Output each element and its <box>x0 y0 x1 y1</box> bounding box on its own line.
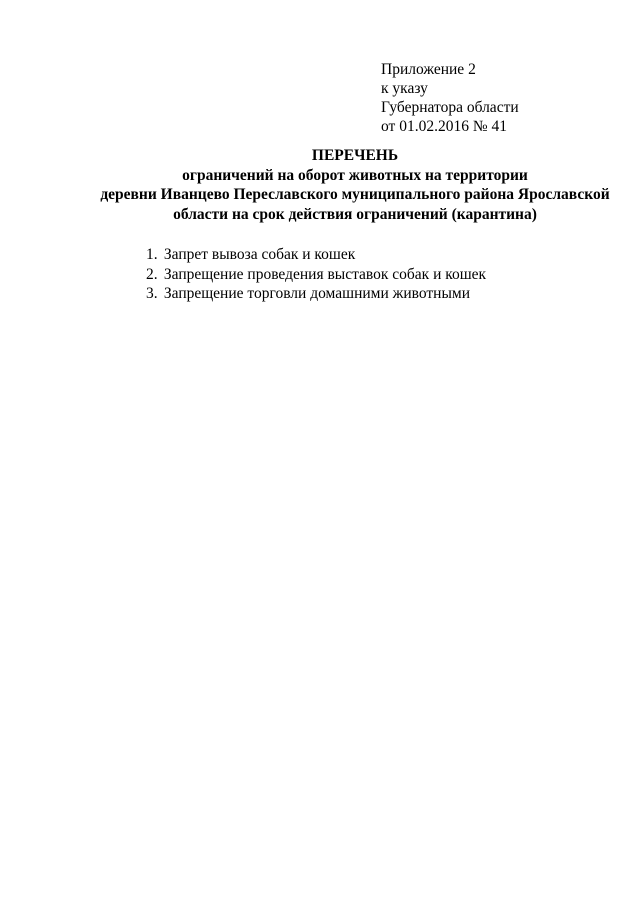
attachment-decree-ref: к указу <box>381 80 428 97</box>
restrictions-list <box>146 245 486 304</box>
list-item <box>146 284 486 304</box>
list-item-text: Запрещение проведения выставок собак и кошек <box>163 265 487 283</box>
attachment-issuer: Губернатора области <box>381 99 519 116</box>
list-item-number: 1. <box>146 246 158 263</box>
document-heading <box>100 146 610 224</box>
attachment-number: Приложение 2 <box>381 61 476 78</box>
attachment-date-number: от 01.02.2016 № 41 <box>381 118 507 135</box>
attachment-block <box>381 60 519 136</box>
document-title: ПЕРЕЧЕНЬ <box>311 147 399 164</box>
list-item-number: 2. <box>146 265 158 283</box>
document-subtitle-line-2: деревни Иванцево Переславского муниципального района Ярославской <box>100 186 610 203</box>
document-subtitle-line-1: ограничений на оборот животных на территории <box>182 166 528 184</box>
list-item <box>146 265 486 285</box>
document-subtitle-line-3: области на срок действия ограничений (карантина) <box>173 205 537 223</box>
list-item-number: 3. <box>146 285 158 302</box>
list-item <box>146 245 486 265</box>
list-item-text: Запрещение торговли домашними животными <box>163 285 470 302</box>
list-item-text: Запрет вывоза собак и кошек <box>163 246 356 263</box>
